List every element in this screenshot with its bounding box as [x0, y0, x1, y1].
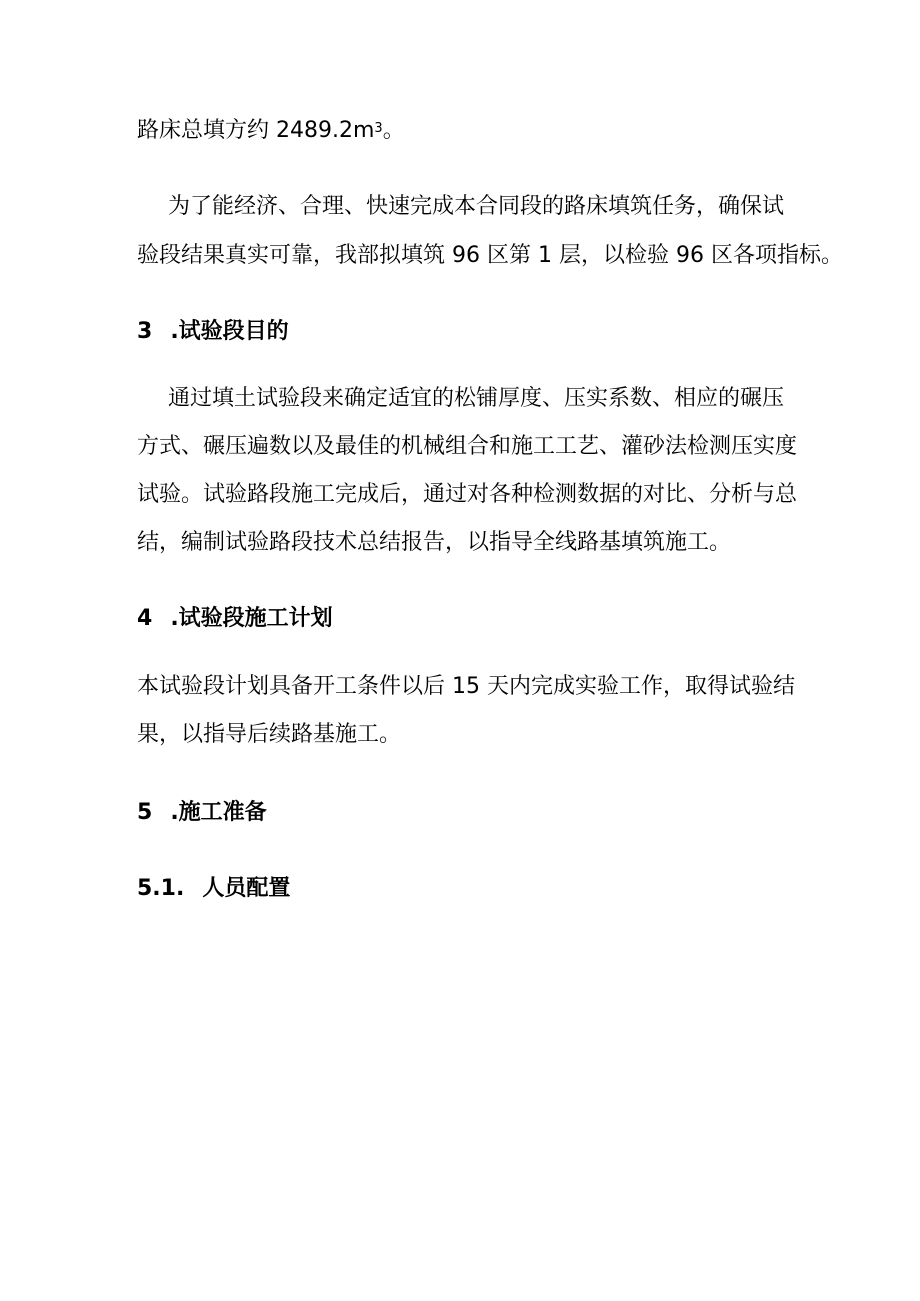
section-number: 3 [137, 319, 153, 344]
section-heading [137, 798, 267, 828]
superscript: 3 [374, 121, 383, 136]
section-number: 5.1. [137, 876, 185, 901]
section-title: .试验段目的 [170, 319, 289, 344]
line-text: 。 [382, 118, 405, 143]
line-text: 路床总填方约 2489.2m [137, 118, 375, 143]
body-line: 结，编制试验路段技术总结报告，以指导全线路基填筑施工。 [137, 530, 732, 555]
body-line: 为了能经济、合理、快速完成本合同段的路床填筑任务，确保试 [168, 194, 785, 219]
body-line: 本试验段计划具备开工条件以后 15 天内完成实验工作，取得试验结 [137, 674, 795, 699]
body-line: 验段结果真实可靠，我部拟填筑 96 区第 1 层，以检验 96 区各项指标。 [137, 243, 843, 268]
section-title: .试验段施工计划 [170, 606, 333, 631]
body-line: 方式、碾压遍数以及最佳的机械组合和施工工艺、灌砂法检测压实度 [137, 434, 798, 459]
body-line: 试验。试验路段施工完成后，通过对各种检测数据的对比、分析与总 [137, 482, 798, 507]
section-number: 4 [137, 606, 153, 631]
section-title: 人员配置 [202, 876, 291, 901]
section-title: .施工准备 [170, 800, 267, 825]
body-line [137, 116, 405, 146]
body-line: 通过填土试验段来确定适宜的松铺厚度、压实系数、相应的碾压 [168, 386, 785, 411]
subsection-heading [137, 874, 290, 904]
section-number: 5 [137, 800, 153, 825]
section-heading [137, 604, 333, 634]
section-heading [137, 317, 289, 347]
body-line: 果，以指导后续路基施工。 [137, 722, 402, 747]
